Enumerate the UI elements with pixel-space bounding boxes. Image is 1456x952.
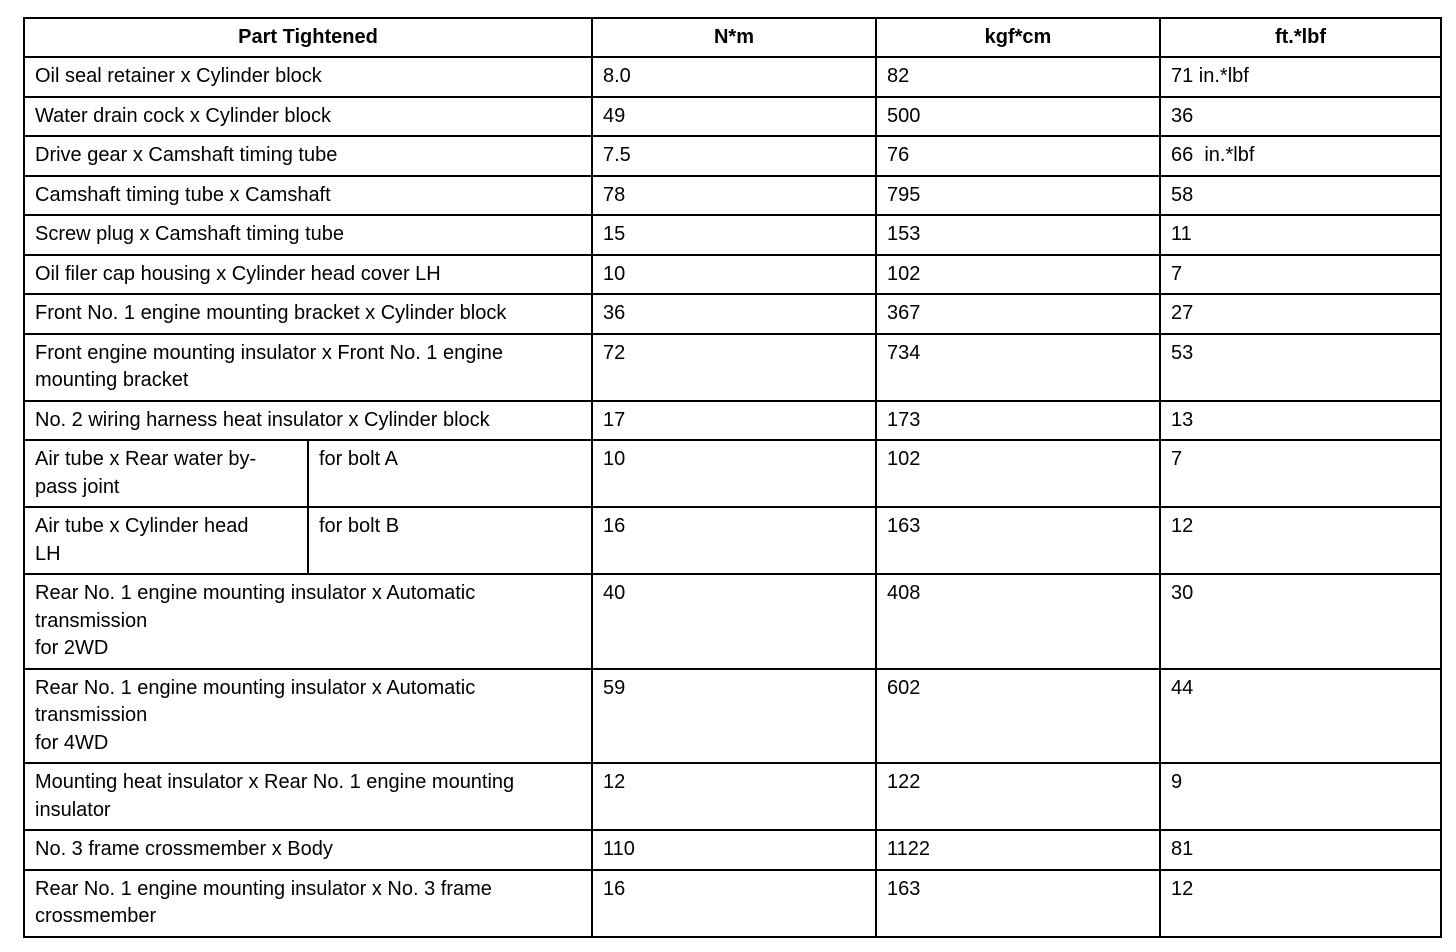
part-text-line: crossmember (35, 905, 157, 927)
cell-kgf-cm: 602 (876, 669, 1160, 764)
table-row (24, 136, 1441, 176)
cell-ft-lbf: 66 in.*lbf (1160, 136, 1441, 176)
cell-ft-lbf: 12 (1160, 870, 1441, 937)
part-text-line: Oil seal retainer x Cylinder block (35, 65, 322, 87)
part-text-line: Oil filer cap housing x Cylinder head cover LH (35, 262, 441, 285)
cell-kgf-cm: 173 (876, 401, 1160, 441)
cell-kgf-cm: 163 (876, 870, 1160, 937)
part-text-line: Mounting heat insulator x Rear No. 1 engine mounting (35, 771, 515, 793)
table-row (24, 334, 1441, 401)
cell-nm: 10 (592, 255, 876, 295)
header-part-tightened: Part Tightened (24, 18, 592, 57)
cell-nm: 17 (592, 401, 876, 441)
part-text-line: Drive gear x Camshaft timing tube (35, 144, 338, 166)
cell-ft-lbf: 27 (1160, 294, 1441, 334)
table-row (24, 440, 1441, 507)
header-kgf-cm: kgf*cm (876, 18, 1160, 57)
part-text-line: Front engine mounting insulator x Front No. 1 engine (35, 341, 504, 364)
cell-part-tightened (24, 440, 308, 507)
cell-nm: 49 (592, 97, 876, 137)
table-row (24, 97, 1441, 137)
cell-nm: 59 (592, 669, 876, 764)
cell-ft-lbf: 12 (1160, 507, 1441, 574)
cell-nm: 72 (592, 334, 876, 401)
table-row (24, 176, 1441, 216)
cell-kgf-cm: 82 (876, 57, 1160, 97)
cell-part-tightened (24, 57, 592, 97)
cell-part-tightened (24, 830, 592, 870)
cell-ft-lbf: 58 (1160, 176, 1441, 216)
table-row (24, 294, 1441, 334)
cell-nm: 12 (592, 763, 876, 830)
part-text-line: Air tube x Cylinder head (35, 515, 249, 537)
torque-spec-table (23, 17, 1442, 938)
part-text-line: Air tube x Rear water by- (35, 448, 257, 470)
part-text-line: Rear No. 1 engine mounting insulator x Automatic (35, 676, 476, 699)
part-text-line: Rear No. 1 engine mounting insulator x No. 3 frame (35, 877, 492, 900)
part-text-line: transmission (35, 609, 148, 632)
cell-part-tightened (24, 574, 592, 669)
table-row (24, 507, 1441, 574)
table-row (24, 830, 1441, 870)
part-text-line: insulator (35, 798, 111, 821)
cell-part-tightened (24, 401, 592, 441)
cell-part-tightened (24, 215, 592, 255)
cell-kgf-cm: 102 (876, 255, 1160, 295)
cell-nm: 15 (592, 215, 876, 255)
cell-kgf-cm: 1122 (876, 830, 1160, 870)
cell-part-tightened (24, 870, 592, 937)
cell-ft-lbf: 53 (1160, 334, 1441, 401)
cell-kgf-cm: 122 (876, 763, 1160, 830)
cell-part-tightened (24, 97, 592, 137)
cell-ft-lbf: 13 (1160, 401, 1441, 441)
table-row (24, 57, 1441, 97)
cell-kgf-cm: 163 (876, 507, 1160, 574)
header-row (24, 18, 1441, 57)
part-text-line: mounting bracket (35, 369, 189, 391)
part-text-line: Water drain cock x Cylinder block (35, 104, 332, 127)
cell-ft-lbf: 71 in.*lbf (1160, 57, 1441, 97)
cell-nm: 10 (592, 440, 876, 507)
part-text-line: No. 3 frame crossmember x Body (35, 838, 333, 860)
table-row (24, 215, 1441, 255)
cell-nm: 8.0 (592, 57, 876, 97)
cell-ft-lbf: 7 (1160, 440, 1441, 507)
cell-kgf-cm: 500 (876, 97, 1160, 137)
part-text-line: Rear No. 1 engine mounting insulator x Automatic (35, 582, 476, 604)
cell-kgf-cm: 795 (876, 176, 1160, 216)
part-text-line: transmission (35, 704, 148, 726)
cell-part-tightened (24, 507, 308, 574)
part-text-line: for 4WD (35, 731, 109, 754)
cell-ft-lbf: 44 (1160, 669, 1441, 764)
cell-ft-lbf: 11 (1160, 215, 1441, 255)
cell-part-tightened (24, 255, 592, 295)
cell-ft-lbf: 30 (1160, 574, 1441, 669)
cell-nm: 78 (592, 176, 876, 216)
cell-ft-lbf: 7 (1160, 255, 1441, 295)
part-text-line: LH (35, 542, 61, 565)
part-text-line: Camshaft timing tube x Camshaft (35, 183, 331, 206)
cell-part-tightened (24, 669, 592, 764)
header-nm: N*m (592, 18, 876, 57)
table-row (24, 255, 1441, 295)
cell-part-tightened (24, 763, 592, 830)
table-row (24, 763, 1441, 830)
cell-nm: 110 (592, 830, 876, 870)
cell-ft-lbf: 36 (1160, 97, 1441, 137)
cell-kgf-cm: 408 (876, 574, 1160, 669)
table-row (24, 401, 1441, 441)
table-row (24, 574, 1441, 669)
cell-nm: 16 (592, 507, 876, 574)
table-body (24, 57, 1441, 937)
cell-part-tightened (24, 294, 592, 334)
cell-bolt-spec: for bolt B (308, 507, 592, 574)
table-row (24, 669, 1441, 764)
table-row (24, 870, 1441, 937)
cell-nm: 16 (592, 870, 876, 937)
cell-kgf-cm: 734 (876, 334, 1160, 401)
cell-bolt-spec: for bolt A (308, 440, 592, 507)
cell-nm: 40 (592, 574, 876, 669)
cell-ft-lbf: 81 (1160, 830, 1441, 870)
part-text-line: Front No. 1 engine mounting bracket x Cylinder block (35, 302, 507, 324)
cell-part-tightened (24, 136, 592, 176)
cell-nm: 7.5 (592, 136, 876, 176)
cell-kgf-cm: 367 (876, 294, 1160, 334)
cell-kgf-cm: 102 (876, 440, 1160, 507)
part-text-line: No. 2 wiring harness heat insulator x Cylinder block (35, 408, 490, 431)
cell-kgf-cm: 153 (876, 215, 1160, 255)
part-text-line: Screw plug x Camshaft timing tube (35, 223, 345, 245)
part-text-line: for 2WD (35, 637, 109, 659)
cell-part-tightened (24, 334, 592, 401)
part-text-line: pass joint (35, 475, 120, 498)
cell-kgf-cm: 76 (876, 136, 1160, 176)
cell-part-tightened (24, 176, 592, 216)
cell-nm: 36 (592, 294, 876, 334)
cell-ft-lbf: 9 (1160, 763, 1441, 830)
header-ft-lbf: ft.*lbf (1160, 18, 1441, 57)
